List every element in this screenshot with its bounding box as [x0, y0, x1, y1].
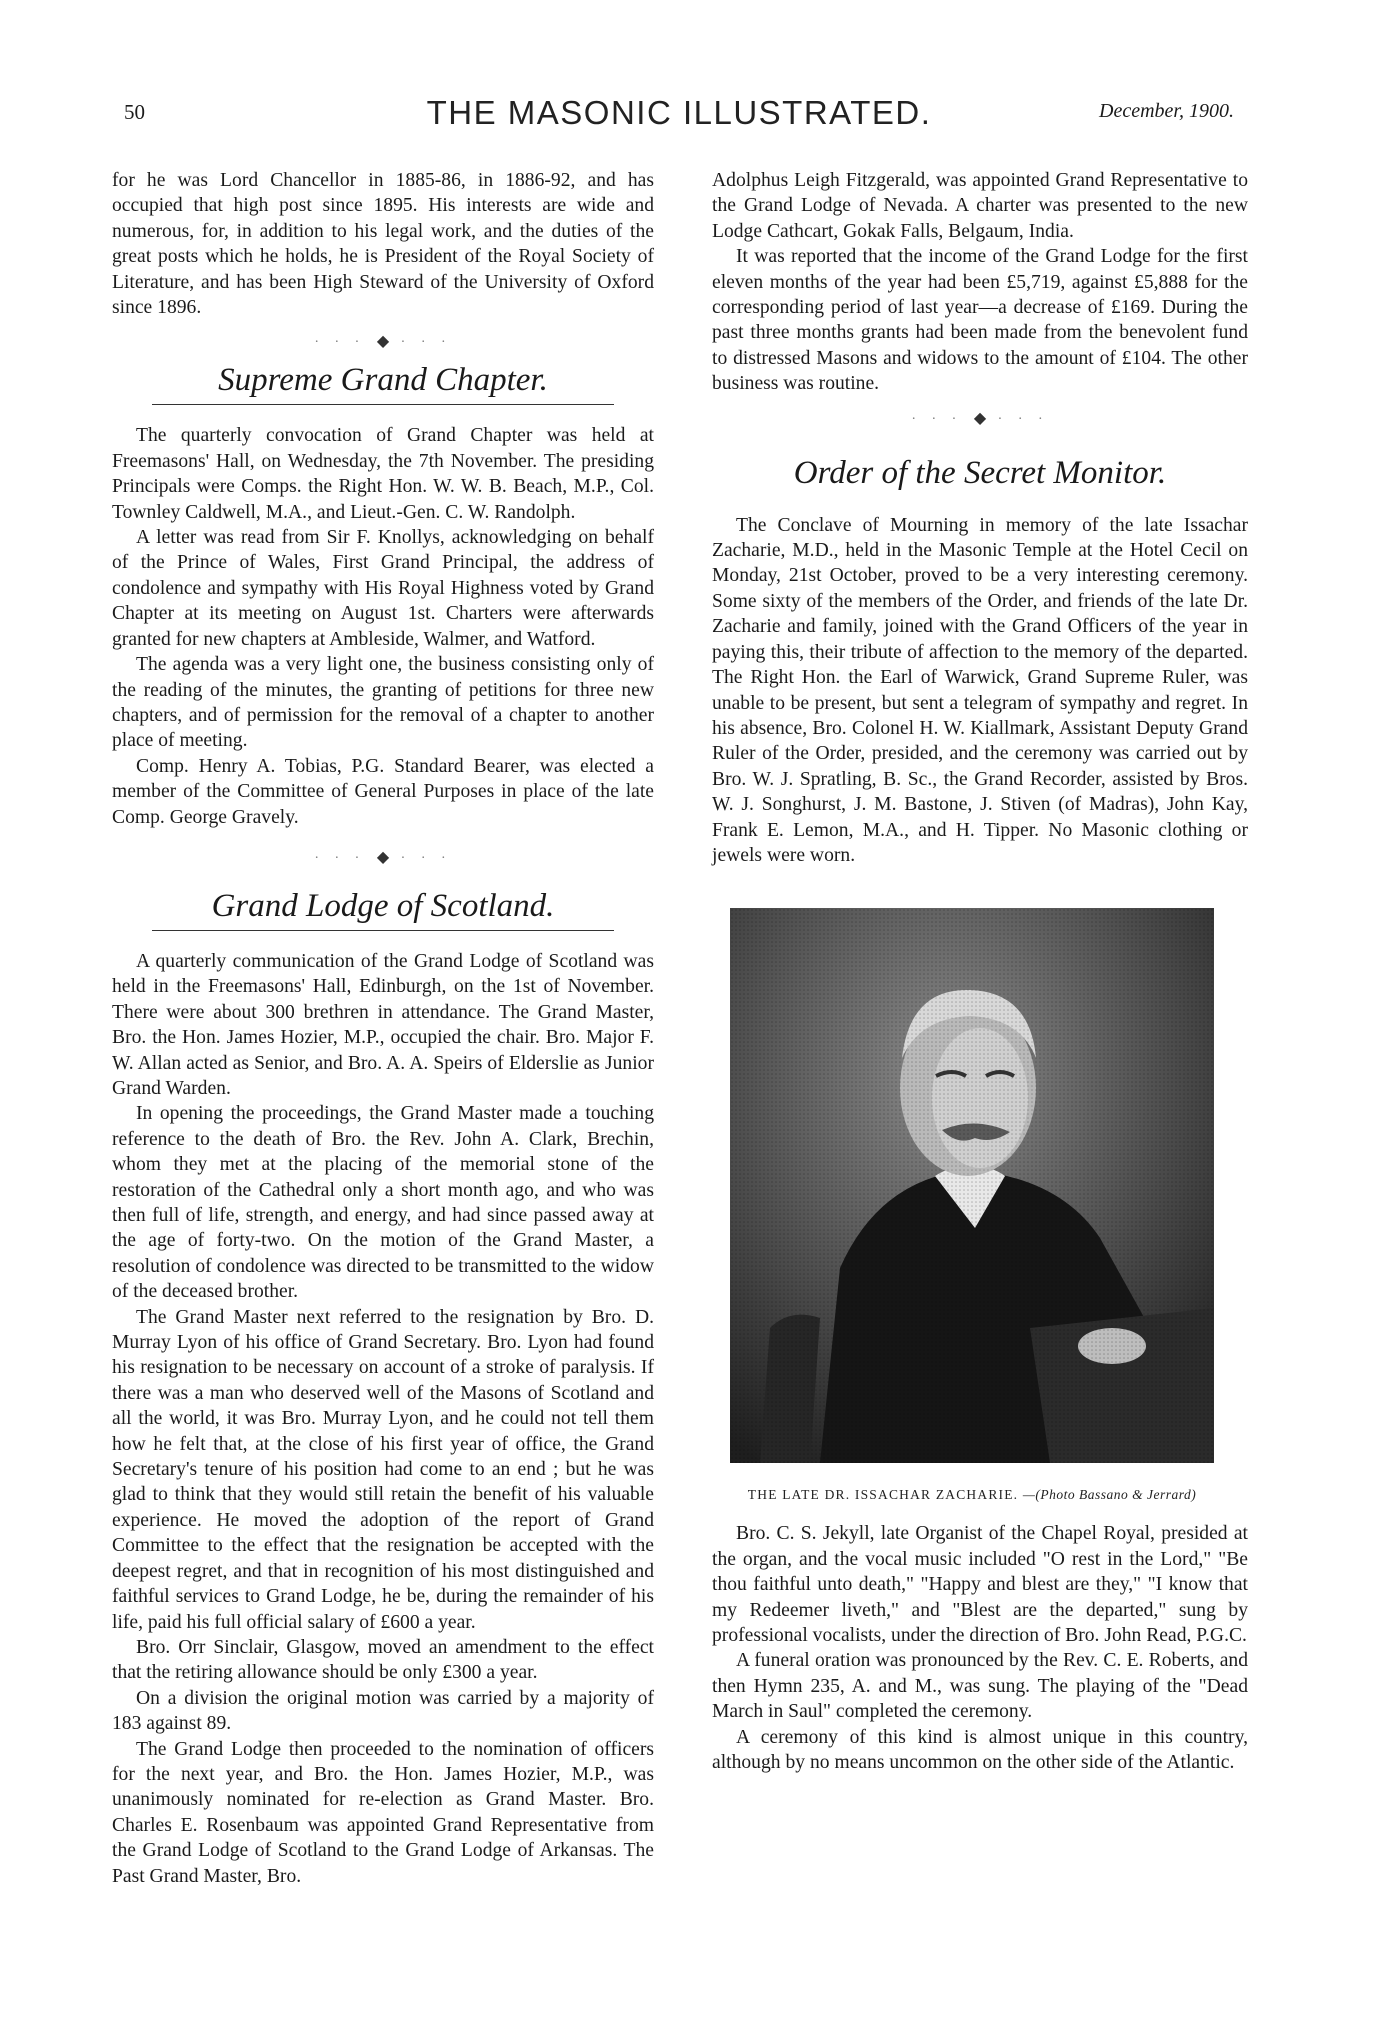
- heading-rule: [152, 930, 614, 931]
- magazine-title: THE MASONIC ILLUSTRATED.: [426, 94, 932, 131]
- article-paragraph: Bro. C. S. Jekyll, late Organist of the Chapel Royal, presided at the organ, and the vocal music included "O rest in the Lord," "Be thou faithful unto death," "Happy and blest are they," "I know that my Redeemer liveth," and "Blest are the departed," sung by professional vocalists, under the direction of Bro. John Read, P.G.C.: [712, 1523, 1248, 1646]
- section-heading-supreme-grand-chapter: Supreme Grand Chapter.: [218, 362, 548, 399]
- article-paragraph: A funeral oration was pronounced by the Rev. C. E. Roberts, and then Hymn 235, A. and M., was sung. The playing of the "Dead March in Saul" completed the ceremony.: [712, 1650, 1248, 1723]
- article-paragraph: The Grand Lodge then proceeded to the nomination of officers for the next year, and Bro. the Hon. James Hozier, M.P., was unanimously nominated for re-election as Grand Master. Bro. Charles E. Rosenbaum was appointed Grand Representative from the Grand Lodge of Scotland to the Grand Lodge of Arkansas. The Past Grand Master, Bro.: [112, 1738, 654, 1887]
- page-number: 50: [124, 100, 145, 124]
- intro-paragraph: for he was Lord Chancellor in 1885-86, in 1886-92, and has occupied that high post since 1895. His interests are wide and numerous, for, in addition to his legal work, and the duties of the great posts which he holds, he is President of the Royal Society of Literature, and has been High Steward of the University of Oxford since 1896.: [112, 170, 654, 319]
- heading-rule: [152, 404, 614, 405]
- article-paragraph: The Grand Master next referred to the resignation by Bro. D. Murray Lyon of his office of Grand Secretary. Bro. Lyon had found his resignation to be necessary on account of a stroke of paralysis. If there was a man who deserved well of the Masons of Scotland and all the world, it was Bro. Murray Lyon, and he could not tell them how he felt that, at the close of his first year of office, the Grand Secretary's tenure of his position had come to an end ; but he was glad to think that they would still retain the benefit of his valuable experience. He moved the adoption of the report of Grand Committee to the effect that the resignation be accepted with the deepest regret, and that in recognition of his most distinguished and faithful services to Grand Lodge, he be, during the remainder of his life, paid his full official salary of £600 a year.: [112, 1306, 654, 1633]
- article-paragraph: The agenda was a very light one, the business consisting only of the reading of the minutes, the granting of petitions for three new chapters, and of permission for the removal of a chapter to another place of meeting.: [112, 654, 654, 752]
- section-divider-ornament: · · · ◆ · · ·: [314, 848, 452, 866]
- article-paragraph: Comp. Henry A. Tobias, P.G. Standard Bearer, was elected a member of the Committee of General Purposes in place of the late Comp. George Gravely.: [112, 755, 654, 828]
- article-paragraph: A ceremony of this kind is almost unique in this country, although by no means uncommon on the other side of the Atlantic.: [712, 1726, 1248, 1773]
- right-column: [712, 168, 1248, 1775]
- article-paragraph: A quarterly communication of the Grand Lodge of Scotland was held in the Freemasons' Hall, Edinburgh, on the 1st of November. There were about 300 brethren in attendance. The Grand Master, Bro. the Hon. James Hozier, M.P., occupied the chair. Bro. Major F. W. Allan acted as Senior, and Bro. A. A. Speirs of Elderslie as Junior Grand Warden.: [112, 950, 654, 1099]
- article-paragraph: Adolphus Leigh Fitzgerald, was appointed Grand Representative to the Grand Lodge of Nevada. A charter was presented to the new Lodge Cathcart, Gokak Falls, Belgaum, India.: [712, 170, 1248, 242]
- photo-caption: [730, 1487, 1214, 1503]
- article-paragraph: A letter was read from Sir F. Knollys, acknowledging on behalf of the Prince of Wales, First Grand Principal, the address of condolence and sympathy with His Royal Highness voted by Grand Chapter at its meeting on August 1st. Charters were afterwards granted for new chapters at Ambleside, Walmer, and Watford.: [112, 527, 654, 650]
- article-paragraph: The Conclave of Mourning in memory of the late Issachar Zacharie, M.D., held in the Masonic Temple at the Hotel Cecil on Monday, 21st October, proved to be a very interesting ceremony. Some sixty of the members of the Order, and friends of the late Dr. Zacharie and family, joined with the Grand Officers of the year in paying this, their tribute of affection to the memory of the departed. The Right Hon. the Earl of Warwick, Grand Supreme Ruler, was unable to be present, but sent a telegram of sympathy and regret. In his absence, Bro. Colonel H. W. Kiallmark, Assistant Deputy Grand Ruler of the Order, presided, and the ceremony was carried out by Bro. W. J. Spratling, B. Sc., the Grand Recorder, assisted by Bros. W. J. Songhurst, J. M. Bastone, J. Stiven (of Madras), John Kay, Frank E. Lemon, M.A., and H. Tipper. No Masonic clothing or jewels were worn.: [712, 514, 1248, 866]
- section-heading-secret-monitor: Order of the Secret Monitor.: [793, 454, 1167, 491]
- article-paragraph: It was reported that the income of the Grand Lodge for the first eleven months of the year had been £5,719, against £5,888 for the corresponding period of last year—a decrease of £169. During the past three months grants had been made from the benevolent fund to distressed Masons and widows to the amount of £104. The other business was routine.: [712, 246, 1248, 395]
- section-divider-ornament: · · · ◆ · · ·: [911, 409, 1049, 427]
- left-column: [112, 168, 654, 1889]
- article-paragraph: Bro. Orr Sinclair, Glasgow, moved an amendment to the effect that the retiring allowance should be only £300 a year.: [112, 1636, 654, 1684]
- section-heading-grand-lodge-scotland: Grand Lodge of Scotland.: [211, 887, 555, 924]
- caption-text: THE LATE DR. ISSACHAR ZACHARIE.: [747, 1487, 1019, 1503]
- article-paragraph: In opening the proceedings, the Grand Master made a touching reference to the death of Bro. the Rev. John A. Clark, Brechin, whom they met at the placing of the memorial stone of the restoration of the Cathedral only a short month ago, and who was then full of life, strength, and energy, and had since passed away at the age of forty-two. On the motion of the Grand Master, a resolution of condolence was directed to be transmitted to the widow of the deceased brother.: [112, 1103, 654, 1303]
- article-paragraph: On a division the original motion was carried by a majority of 183 against 89.: [112, 1687, 654, 1735]
- section-divider-ornament: · · · ◆ · · ·: [314, 333, 452, 351]
- photo-credit: —(Photo Bassano & Jerrard): [1022, 1487, 1197, 1503]
- article-paragraph: The quarterly convocation of Grand Chapter was held at Freemasons' Hall, on Wednesday, the 7th November. The presiding Principals were Comps. the Right Hon. W. W. B. Beach, M.P., Col. Townley Caldwell, M.A., and Lieut.-Gen. C. W. Randolph.: [112, 425, 654, 523]
- portrait-photo: [730, 908, 1214, 1463]
- issue-date: December, 1900.: [1099, 100, 1234, 122]
- portrait-figure: [730, 908, 1214, 1503]
- page-header: [124, 94, 1234, 140]
